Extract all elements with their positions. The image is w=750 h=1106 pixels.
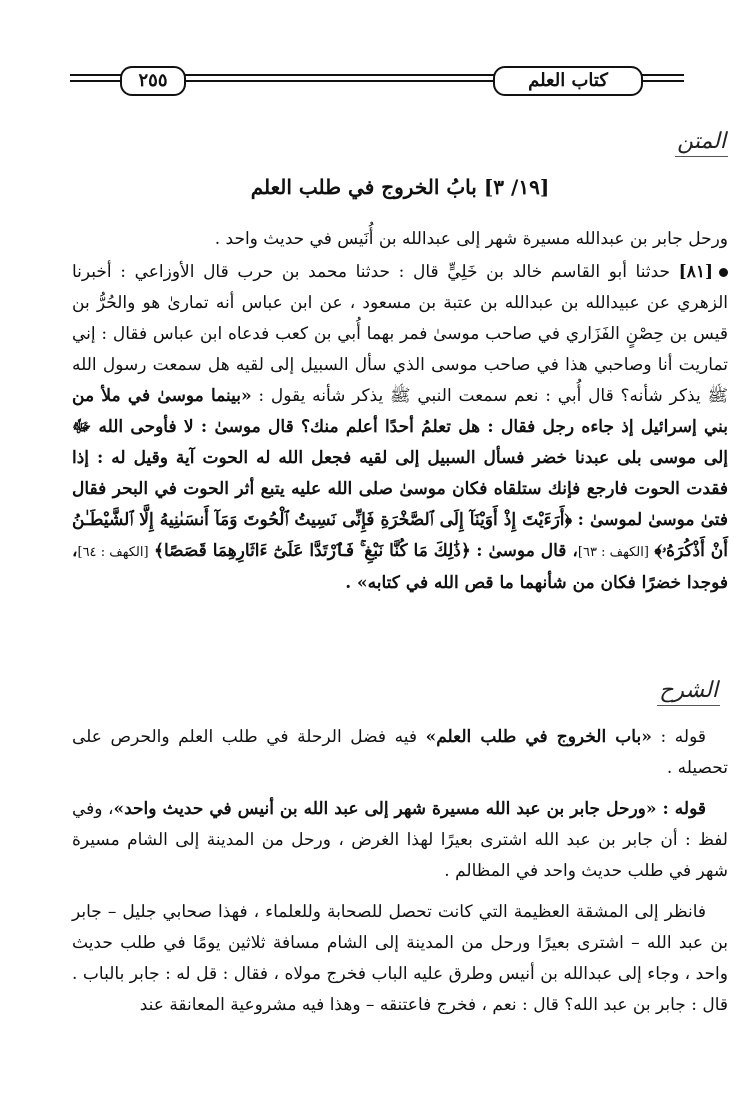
chapter-heading: [72, 172, 728, 202]
running-title: كتاب العلم: [493, 66, 643, 96]
sharh-label: الشرح: [657, 677, 720, 706]
quran-ref-1: [الكهف : ٦٣]: [577, 545, 649, 560]
sharh-p1-quote: «باب الخروج في طلب العلم»: [425, 727, 652, 747]
sharh-paragraph-1: [72, 722, 728, 784]
sharh-block: [72, 722, 728, 1021]
page-number: ٢٥٥: [120, 66, 186, 96]
sharh-p2-lead: قوله :: [656, 799, 706, 819]
chapter-title: بابُ الخروج في طلب العلم: [250, 175, 477, 199]
sharh-paragraph-3: فانظر إلى المشقة العظيمة التي كانت تحصل للصحابة وللعلماء ، فهذا صحابي جليل – جابر بن عبد الله – اشترى بعيرًا ورحل من المدينة إلى الشام مسافة ثلاثين يومًا في طلب حديث واحد ، وجاء إلى عبدالله بن أنيس وطرق عليه الباب فخرج مولاه ، فقال : قل له : جابر بالباب . قال : جابر بن عبد الله؟ قال : نعم ، فخرج فاعتنقه – وهذا فيه مشروعية المعانقة عند: [72, 902, 728, 1015]
matn-label: المتن: [675, 128, 728, 157]
sharh-p1-rest: فيه فضل الرحلة في طلب العلم والحرص على تحصيله .: [72, 727, 728, 778]
hadith-isnad: حدثنا أبو القاسم خالد بن خَلِيٍّ قال : حدثنا محمد بن حرب قال الأوزاعي : أخبرنا الزهري عن عبيدالله بن عبدالله بن عتبة بن مسعود ، عن ابن عباس أنه تمارىٰ هو والحُرُّ بن قيس بن حِصْنٍ الفَزَاري في صاحب موسىٰ فمر بهما أُبي بن كعب فدعاه ابن عباس فقال : إني تماريت أنا وصاحبي هذا في صاحب موسى الذي سأل السبيل إلى لقيه هل سمعت رسول الله ﷺ يذكر شأنه؟ قال أُبي : نعم سمعت النبي ﷺ يذكر شأنه يقول :: [72, 262, 728, 406]
hadith-paragraph: [72, 257, 728, 599]
quran-verse-1: ﴿أَرَءَيْتَ إِذْ أَوَيْنَآ إِلَى ٱلصَّخْرَةِ فَإِنِّى نَسِيتُ ٱلْحُوتَ وَمَآ أَنسَىٰنِيهُ إِلَّا ٱلشَّيْطَـٰنُ أَنْ أَذْكُرَهُۥ﴾: [72, 510, 729, 561]
hadith-text-2: ، قال موسىٰ :: [476, 541, 578, 561]
sharh-p2-rest: ، وفي لفظ : أن جابر بن عبد الله اشترى بعيرًا لهذا الغرض ، ورحل من المدينة إلى الشام مسيرة شهر في طلب حديث واحد في المظالم .: [72, 799, 728, 881]
quran-verse-2: ﴿ذَٰلِكَ مَا كُنَّا نَبْغِ ۚ فَٱرْتَدَّا عَلَىٰٓ ءَاثَارِهِمَا قَصَصًا﴾: [154, 541, 471, 561]
sharh-p1-lead: قوله :: [651, 727, 706, 747]
matn-block: [72, 224, 728, 599]
matn-intro: ورحل جابر بن عبدالله مسيرة شهر إلى عبدالله بن أُنَيس في حديث واحد .: [214, 229, 728, 249]
hadith-text-1: «بينما موسىٰ في ملأ من بني إسرائيل إذ جاءه رجل فقال : هل تعلمُ أحدًا أعلم منك؟ قال موسىٰ : لا فأوحى الله ﷻ إلى موسى بلى عبدنا خضر فسأل السبيل إلى لقيه فجعل الله له الحوت آية وقيل له : إذا فقدت الحوت فارجع فإنك ستلقاه فكان موسىٰ صلى الله عليه يتبع أثر الحوت في البحر فقال فتىٰ موسىٰ لموسىٰ :: [72, 386, 729, 530]
hadith-number: [٨١]: [678, 262, 713, 282]
sharh-p2-quote: «ورحل جابر بن عبد الله مسيرة شهر إلى عبد الله بن أنيس في حديث واحد»: [113, 799, 657, 819]
quran-ref-2: [الكهف : ٦٤]: [77, 545, 149, 560]
bullet-icon: [719, 268, 728, 277]
sharh-paragraph-2: [72, 794, 728, 887]
hadith-text-3: ، فوجدا خضرًا فكان من شأنهما ما قص الله في كتابه» .: [72, 541, 728, 593]
chapter-number: [١٩/ ٣]: [483, 175, 550, 199]
